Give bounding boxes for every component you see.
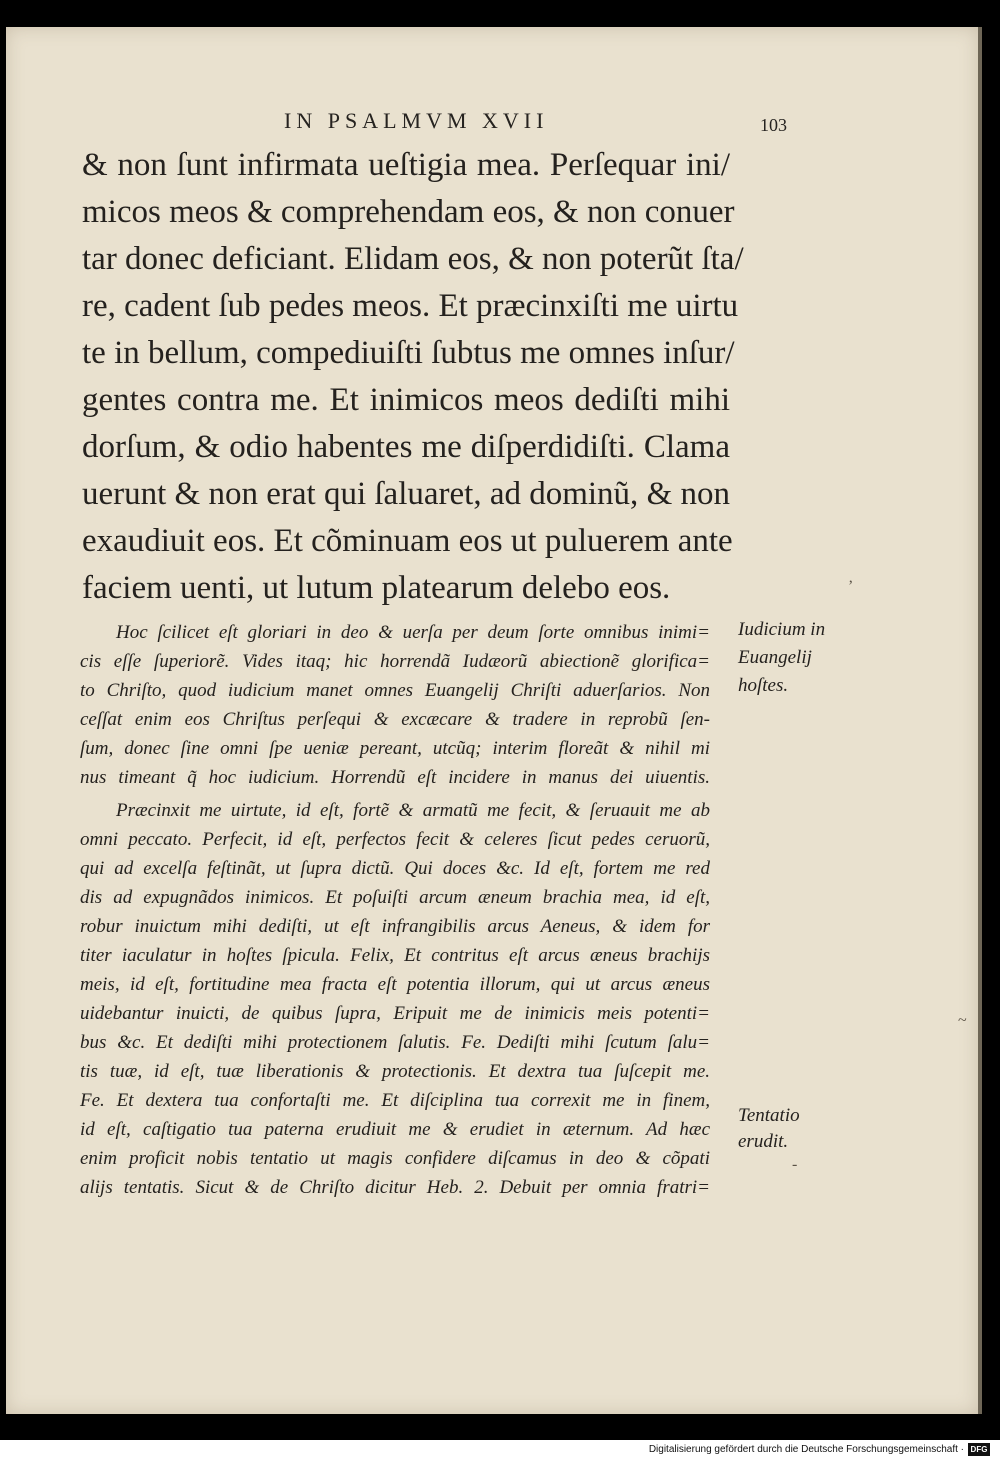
commentary-line: titer iaculatur in hoſtes ſpicula. Felix, Et contritus eſt arcus æneus brachijs xyxy=(80,945,710,966)
commentary-line: nus timeant q̃ hoc iudicium. Horrendũ eſt incidere in manus dei uiuentis. xyxy=(80,767,710,788)
verse-line: dorſum, & odio habentes me diſperdidiſti. Clama xyxy=(82,429,730,465)
verse-line: micos meos & comprehendam eos, & non conuer xyxy=(82,194,735,230)
running-title: IN PSALMVM XVII xyxy=(284,108,549,133)
margin-note-line: Tentatio xyxy=(738,1105,800,1126)
commentary-line: Præcinxit me uirtute, id eſt, fortẽ & armatũ me fecit, & ſeruauit me ab xyxy=(116,800,710,821)
commentary-line: dis ad expugnãdos inimicos. Et poſuiſti arcum æneum brachia mea, id eſt, xyxy=(80,887,710,908)
commentary-line: ſum, donec ſine omni ſpe ueniæ pereant, utcũq; interim floreãt & nihil mi xyxy=(80,738,710,759)
commentary-line: ceſſat enim eos Chriſtus perſequi & excæcare & tradere in reprobũ ſen- xyxy=(80,709,710,730)
commentary-line: bus &c. Et dediſti mihi protectionem ſalutis. Fe. Dediſti mihi ſcutum ſalu= xyxy=(80,1032,710,1053)
margin-note-line: erudit. xyxy=(738,1131,789,1152)
commentary-line: uidebantur inuicti, de quibus ſupra, Eripuit me de inimicis meis potenti= xyxy=(80,1003,710,1024)
margin-note-line: Iudicium in xyxy=(738,619,826,640)
commentary-line: Fe. Et dextera tua confortaſti me. Et diſciplina tua correxit me in finem, xyxy=(80,1090,710,1111)
commentary-line: id eſt, caſtigatio tua paterna erudiuit me & erudiet in æternum. Ad hæc xyxy=(80,1119,710,1140)
verse-line: tar donec deficiant. Elidam eos, & non poterũt ſta/ xyxy=(82,241,744,277)
digitization-credit: Digitalisierung gefördert durch die Deutsche Forschungsgemeinschaft · xyxy=(648,1444,964,1455)
folio-number: 103 xyxy=(760,115,787,135)
commentary-line: Hoc ſcilicet eſt gloriari in deo & uerſa per deum ſorte omnibus inimi= xyxy=(116,622,710,643)
verse-line: faciem uenti, ut lutum platearum delebo eos. xyxy=(82,570,671,606)
verse-line: te in bellum, compediuiſti ſubtus me omnes inſur/ xyxy=(82,335,735,371)
verse-line: gentes contra me. Et inimicos meos dediſti mihi xyxy=(82,382,730,418)
margin-mark: ʼ xyxy=(848,578,854,595)
margin-note-line: Euangelij xyxy=(738,647,812,668)
verse-line: uerunt & non erat qui ſaluaret, ad dominũ, & non xyxy=(82,476,730,512)
verse-line: exaudiuit eos. Et cõminuam eos ut puluerem ante xyxy=(82,523,733,559)
commentary-line: alijs tentatis. Sicut & de Chriſto dicitur Heb. 2. Debuit per omnia fratri= xyxy=(80,1177,710,1198)
commentary-line: enim proficit nobis tentatio ut magis confidere diſcamus in deo & cõpati xyxy=(80,1148,710,1169)
verse-line: re, cadent ſub pedes meos. Et præcinxiſti me uirtu xyxy=(82,288,739,324)
commentary-line: robur inuictum mihi dediſti, ut eſt infrangibilis arcus Aeneus, & idem for xyxy=(80,916,710,937)
commentary-line: to Chriſto, quod iudicium manet omnes Euangelij Chriſti aduerſarios. Non xyxy=(80,680,710,701)
margin-note-line: hoſtes. xyxy=(738,675,789,696)
commentary-line: omni peccato. Perfecit, id eſt, perfectos fecit & celeres ſicut pedes ceruorũ, xyxy=(80,829,710,850)
page-edge xyxy=(978,27,982,1414)
dfg-logo: DFG xyxy=(968,1443,990,1456)
commentary-line: cis eſſe ſuperiorẽ. Vides itaq; hic horrendã Iudæorũ abiectionẽ glorifica= xyxy=(80,651,710,672)
commentary-line: tis tuæ, id eſt, tuæ liberationis & protectionis. Et dextra tua ſuſcepit me. xyxy=(80,1061,710,1082)
commentary-line: meis, id eſt, fortitudine mea fracta eſt potentia illorum, qui ut arcus æneus xyxy=(80,974,710,995)
margin-mark: - xyxy=(792,1156,798,1173)
margin-mark: ~ xyxy=(958,1012,967,1029)
commentary-line: qui ad excelſa feſtinãt, ut ſupra dictũ. Qui doces &c. Id eſt, fortem me red xyxy=(80,858,710,879)
verse-line: & non ſunt infirmata ueſtigia mea. Perſequar ini/ xyxy=(82,147,730,183)
